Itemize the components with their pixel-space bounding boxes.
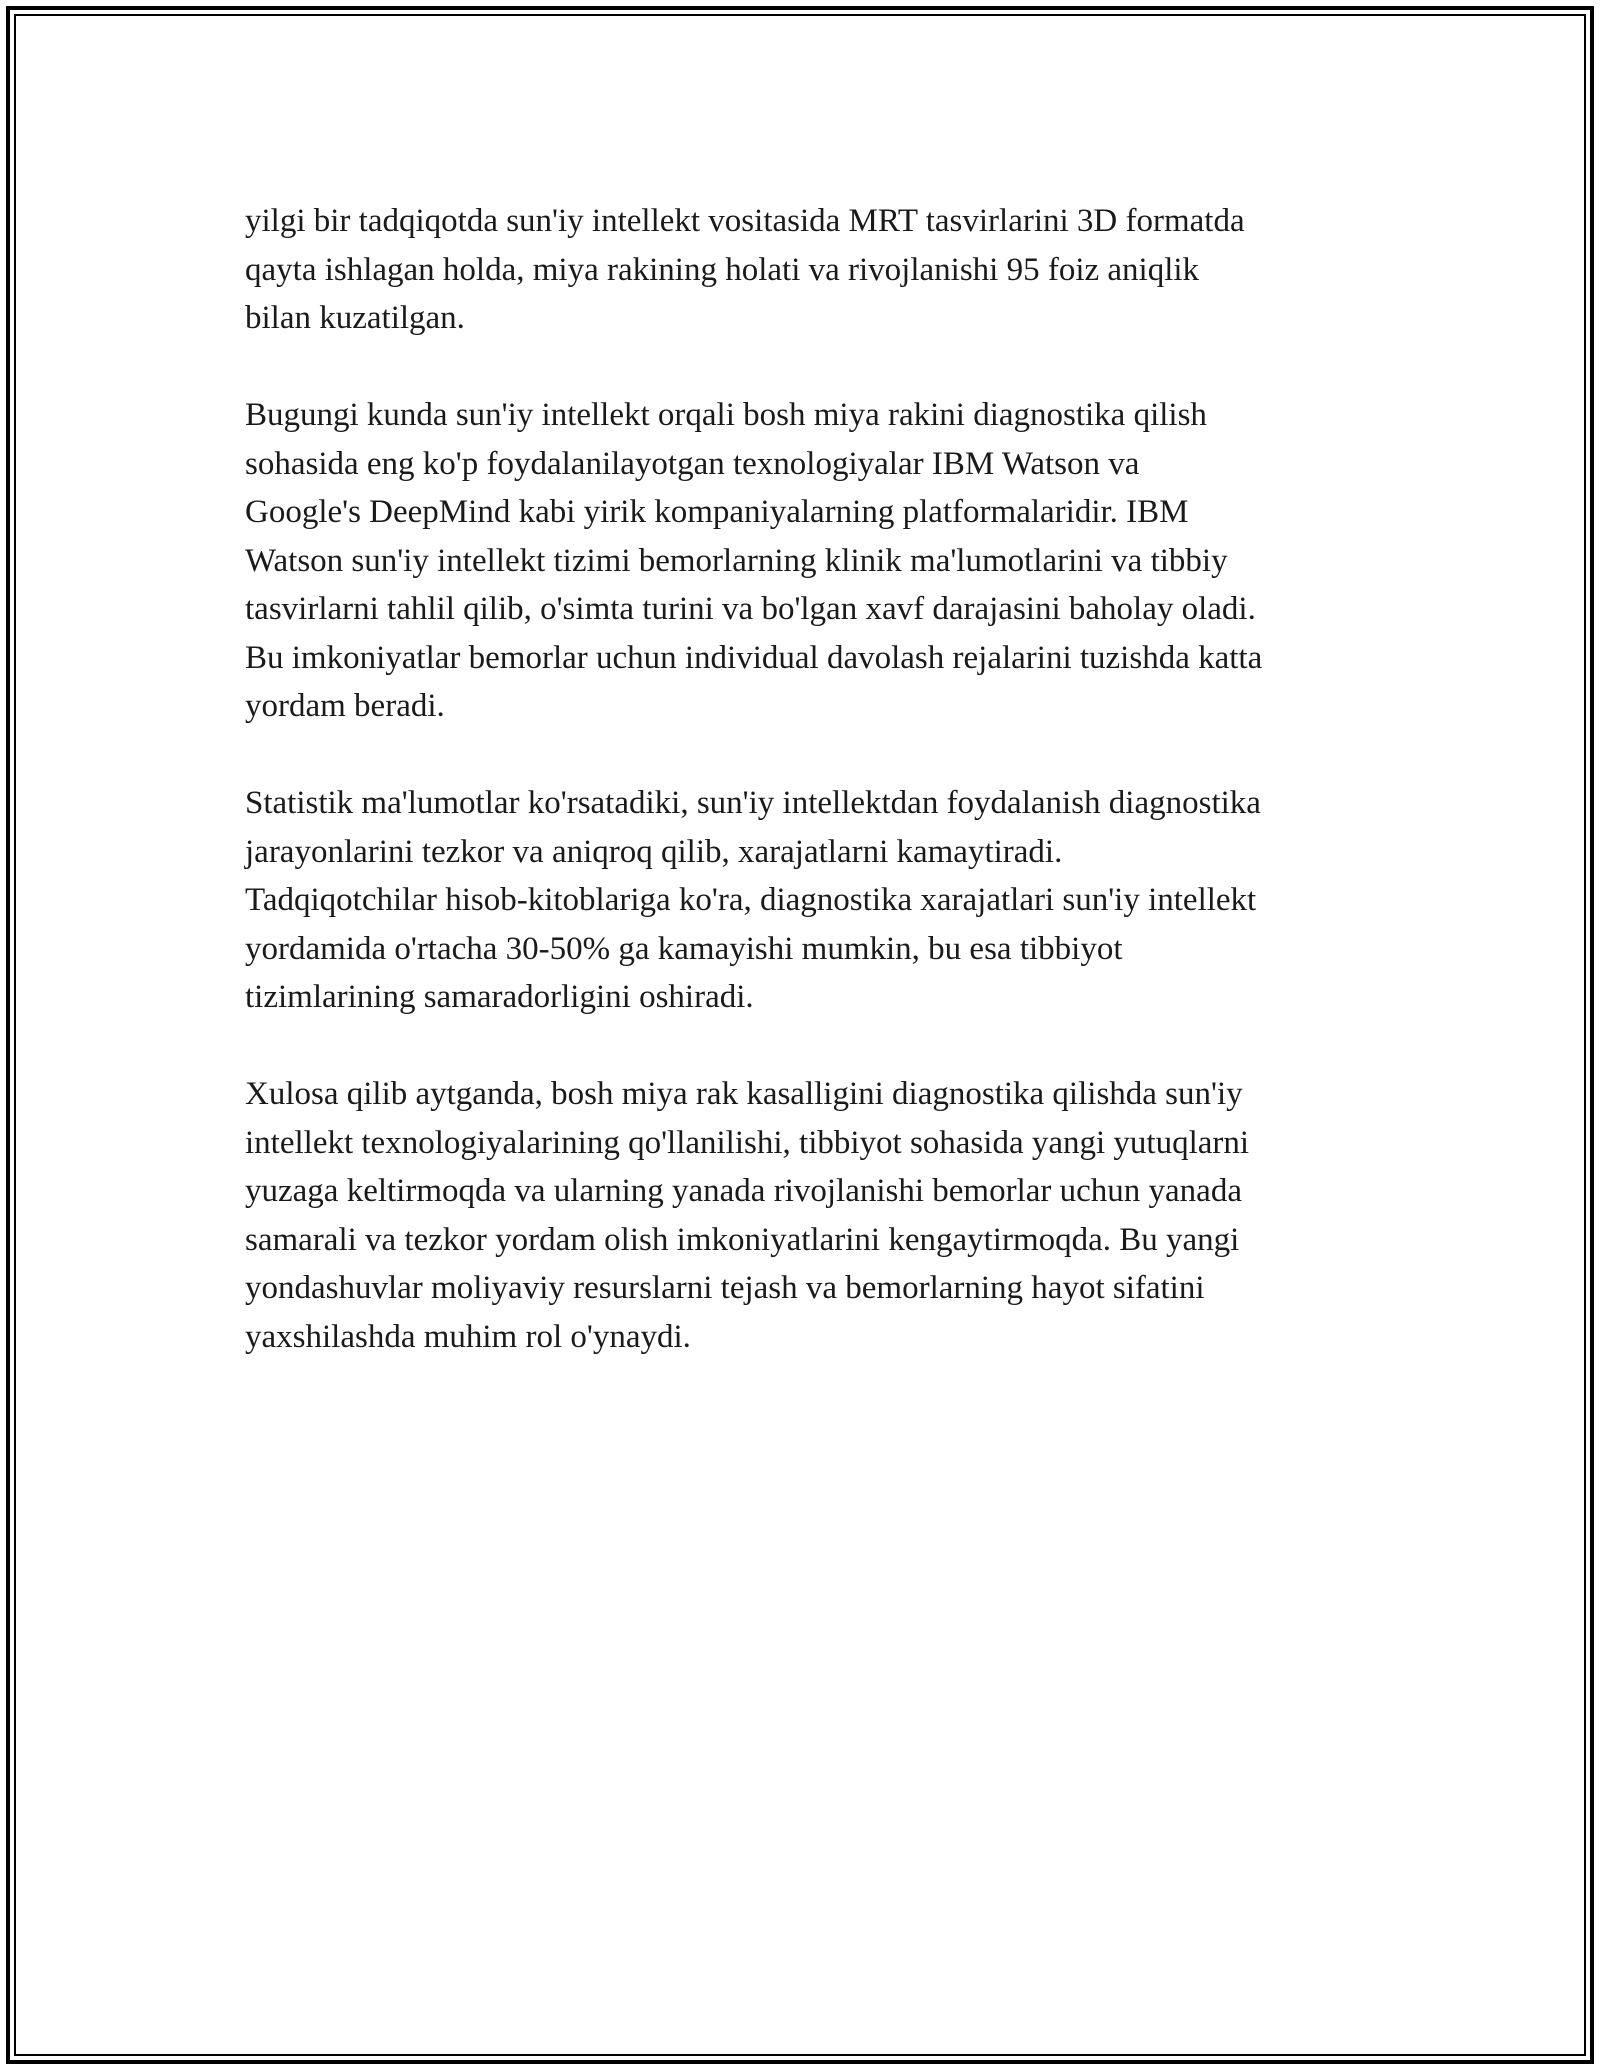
- text-line: sohasida eng ko'p foydalanilayotgan texnologiyalar IBM Watson va: [245, 445, 1140, 482]
- text-line: jarayonlarini tezkor va aniqroq qilib, xarajatlarni kamaytiradi.: [245, 833, 1063, 870]
- text-line: Xulosa qilib aytganda, bosh miya rak kasalligini diagnostika qilishda sun'iy: [245, 1076, 1243, 1112]
- text-line: yuzaga keltirmoqda va ularning yanada rivojlanishi bemorlar uchun yanada: [245, 1173, 1242, 1209]
- paragraph-1: [245, 197, 1385, 343]
- document-body: [245, 197, 1385, 1410]
- text-line: yaxshilashda muhim rol o'ynaydi.: [245, 1318, 691, 1355]
- text-line: Bu imkoniyatlar bemorlar uchun individual davolash rejalarini tuzishda katta: [245, 639, 1263, 676]
- text-line: samarali va tezkor yordam olish imkoniyatlarini kengaytirmoqda. Bu yangi: [245, 1221, 1240, 1258]
- text-line: Tadqiqotchilar hisob-kitoblariga ko'ra, diagnostika xarajatlari sun'iy intellekt: [245, 882, 1257, 918]
- text-line: Watson sun'iy intellekt tizimi bemorlarning klinik ma'lumotlarini va tibbiy: [245, 542, 1228, 579]
- paragraph-4: [245, 1070, 1385, 1361]
- paragraph-2: [245, 391, 1385, 731]
- text-line: yordam beradi.: [245, 688, 445, 724]
- text-line: qayta ishlagan holda, miya rakining holati va rivojlanishi 95 foiz aniqlik: [245, 251, 1200, 288]
- text-line: Bugungi kunda sun'iy intellekt orqali bosh miya rakini diagnostika qilish: [245, 397, 1207, 433]
- text-line: yordamida o'rtacha 30-50% ga kamayishi mumkin, bu esa tibbiyot: [245, 930, 1123, 967]
- text-line: bilan kuzatilgan.: [245, 300, 465, 336]
- page-frame: [6, 6, 1594, 2064]
- text-line: yondashuvlar moliyaviy resurslarni tejash va bemorlarning hayot sifatini: [245, 1270, 1205, 1306]
- text-line: tizimlarining samaradorligini oshiradi.: [245, 979, 754, 1015]
- paragraph-3: [245, 779, 1385, 1022]
- text-line: Google's DeepMind kabi yirik kompaniyalarning platformalaridir. IBM: [245, 494, 1189, 530]
- text-line: Statistik ma'lumotlar ko'rsatadiki, sun'iy intellektdan foydalanish diagnostika: [245, 785, 1261, 821]
- text-line: yilgi bir tadqiqotda sun'iy intellekt vositasida MRT tasvirlarini 3D formatda: [245, 203, 1245, 239]
- text-line: tasvirlarni tahlil qilib, o'simta turini va bo'lgan xavf darajasini baholay oladi.: [245, 591, 1256, 627]
- text-line: intellekt texnologiyalarining qo'llanilishi, tibbiyot sohasida yangi yutuqlarni: [245, 1124, 1250, 1161]
